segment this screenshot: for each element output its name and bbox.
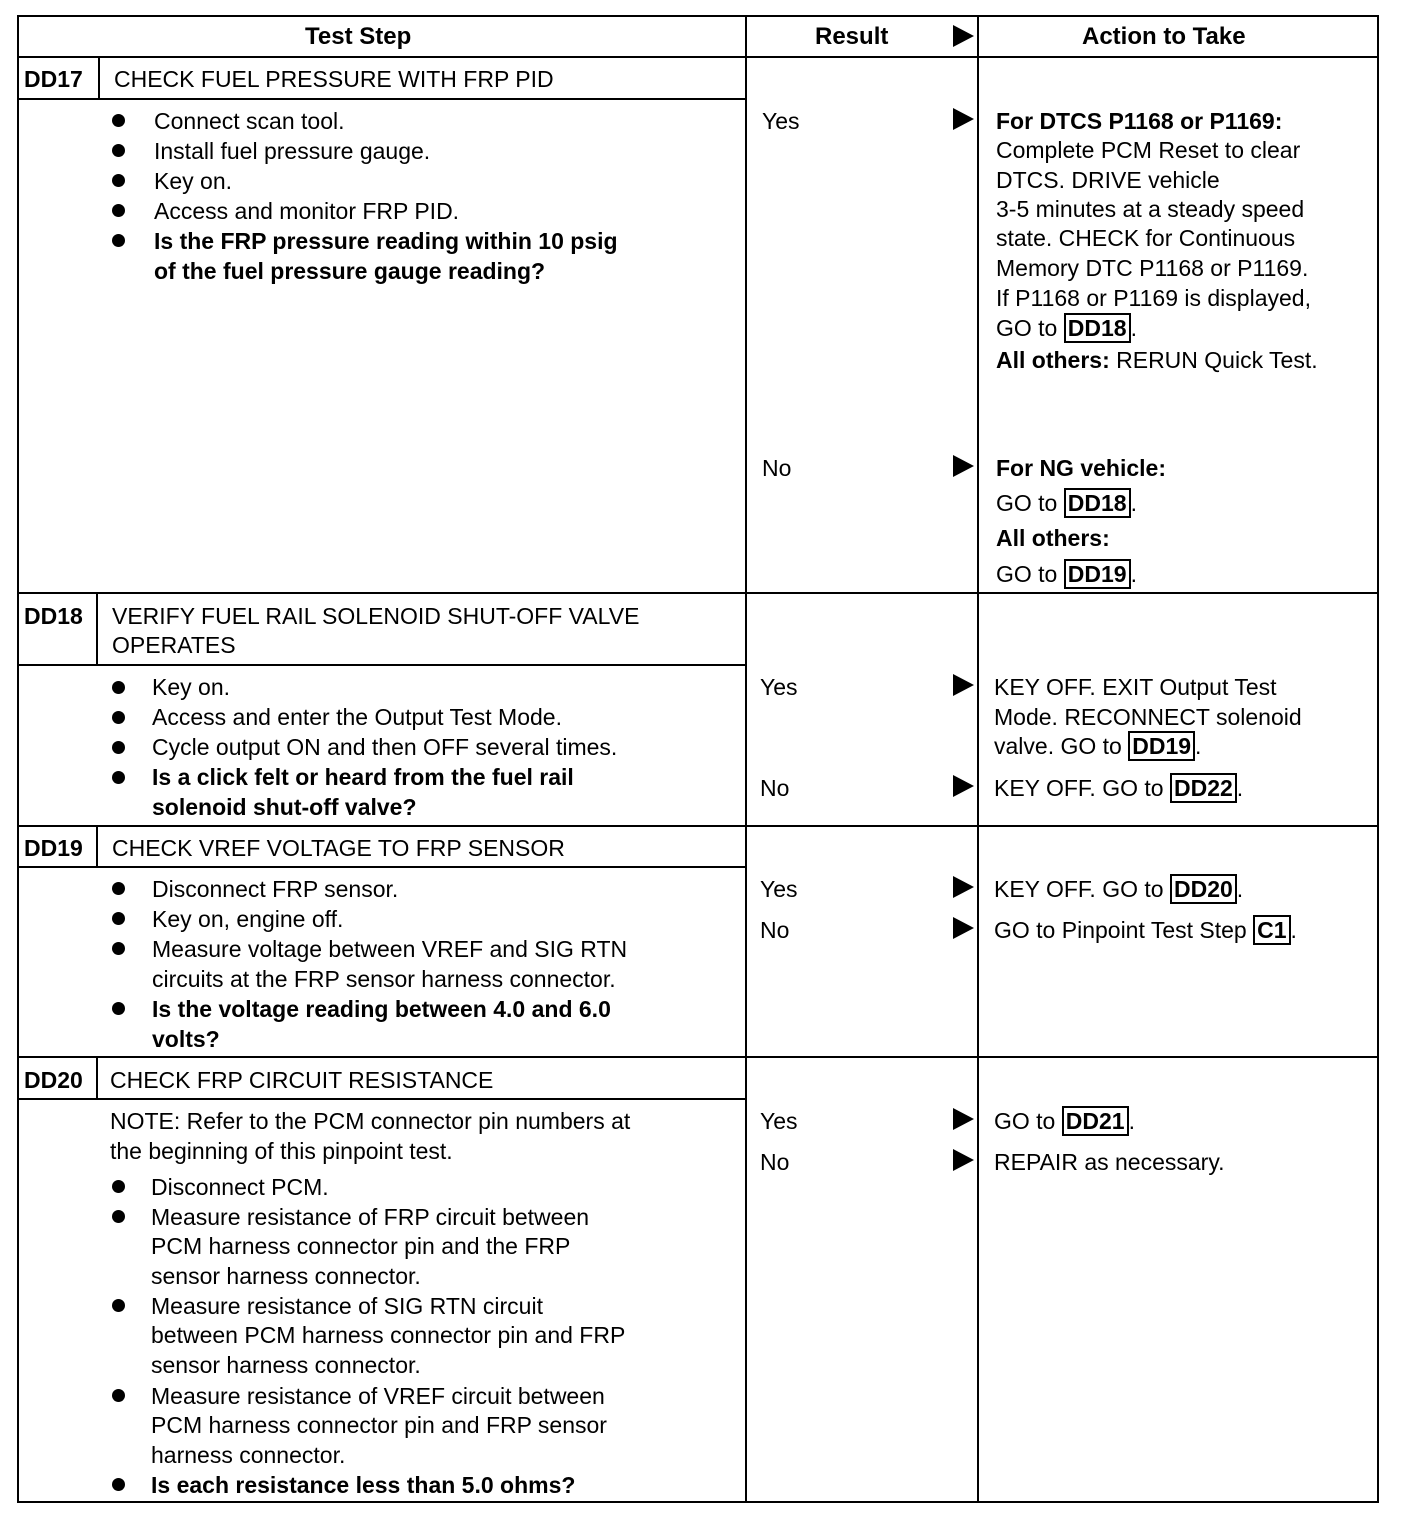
- title-underline-dd20: [17, 1098, 747, 1100]
- row-divider-dd18: [17, 592, 1379, 594]
- bullet-icon: [112, 711, 125, 724]
- bullet-icon: [112, 942, 125, 955]
- dd20-step-3-line-1: Measure resistance of SIG RTN circuit: [151, 1293, 543, 1319]
- id-divider-dd17: [98, 56, 100, 100]
- arrow-right-icon: [953, 108, 974, 130]
- dd19-question-line-2: volts?: [152, 1026, 220, 1052]
- dd17-step-4: Access and monitor FRP PID.: [154, 198, 460, 224]
- dd19-step-1: Disconnect FRP sensor.: [152, 876, 399, 902]
- dd17-result-no: No: [762, 455, 792, 481]
- dd19-yes-action: KEY OFF. GO to DD20 .: [994, 876, 1244, 902]
- dd20-step-2-line-3: sensor harness connector.: [151, 1263, 421, 1289]
- step-ref-dd19[interactable]: DD19: [1128, 731, 1195, 761]
- dd17-no-others: All others:: [996, 525, 1110, 551]
- dd18-yes-line-3: valve. GO to DD19 .: [994, 733, 1202, 759]
- dd19-result-no: No: [760, 917, 790, 943]
- dd17-yes-line-2: DTCS. DRIVE vehicle: [996, 167, 1220, 193]
- step-ref-dd20[interactable]: DD20: [1170, 874, 1237, 904]
- dd17-yes-others: [996, 345, 1318, 375]
- dd18-question-line-1: Is a click felt or heard from the fuel rail: [152, 764, 574, 790]
- arrow-right-icon: [953, 1108, 974, 1130]
- others-label: All others:: [996, 347, 1110, 373]
- dd17-step-3: Key on.: [154, 168, 232, 194]
- dd17-no-goto: GO to DD18 .: [996, 490, 1137, 516]
- dd20-result-no: No: [760, 1149, 790, 1175]
- goto-text: GO to: [996, 561, 1058, 587]
- dd19-result-yes: Yes: [760, 876, 798, 902]
- header-action: Action to Take: [1082, 23, 1246, 50]
- goto-text: KEY OFF. GO to: [994, 876, 1164, 902]
- dd19-no-action: GO to Pinpoint Test Step C1 .: [994, 917, 1297, 943]
- step-ref-dd18[interactable]: DD18: [1064, 488, 1131, 518]
- bullet-icon: [112, 771, 125, 784]
- table-border-left: [17, 15, 19, 1503]
- dd17-yes-line-4: state. CHECK for Continuous: [996, 225, 1296, 251]
- goto-text: GO to: [996, 490, 1058, 516]
- dd18-question-line-2: solenoid shut-off valve?: [152, 794, 417, 820]
- bullet-icon: [112, 174, 125, 187]
- title-underline-dd18: [17, 664, 747, 666]
- goto-text: GO to: [996, 315, 1058, 341]
- dd17-no-heading: For NG vehicle:: [996, 455, 1166, 481]
- dd18-no-action: KEY OFF. GO to DD22 .: [994, 775, 1244, 801]
- step-ref-dd19[interactable]: DD19: [1064, 559, 1131, 589]
- goto-text: GO to: [994, 1108, 1056, 1134]
- step-title-dd20: CHECK FRP CIRCUIT RESISTANCE: [110, 1067, 494, 1093]
- goto-text: KEY OFF. GO to: [994, 775, 1164, 801]
- dd20-note-line-2: the beginning of this pinpoint test.: [110, 1138, 453, 1164]
- dd18-yes-line-2: Mode. RECONNECT solenoid: [994, 704, 1302, 730]
- dd20-step-4-line-2: PCM harness connector pin and FRP sensor: [151, 1412, 607, 1438]
- table-border-bottom: [17, 1501, 1379, 1503]
- dd18-step-2: Access and enter the Output Test Mode.: [152, 704, 562, 730]
- bullet-icon: [112, 144, 125, 157]
- dd20-step-1: Disconnect PCM.: [151, 1174, 329, 1200]
- dd19-step-3-line-2: circuits at the FRP sensor harness connector.: [152, 966, 616, 992]
- dd17-yes-line-3: 3-5 minutes at a steady speed: [996, 196, 1305, 222]
- id-divider-dd20: [96, 1056, 98, 1100]
- step-ref-c1[interactable]: C1: [1253, 915, 1290, 945]
- dd18-yes-line-1: KEY OFF. EXIT Output Test: [994, 674, 1277, 700]
- dd18-step-3: Cycle output ON and then OFF several times.: [152, 734, 618, 760]
- dd19-question-line-1: Is the voltage reading between 4.0 and 6.0: [152, 996, 611, 1022]
- bullet-icon: [112, 882, 125, 895]
- step-title-dd17: CHECK FUEL PRESSURE WITH FRP PID: [114, 66, 554, 92]
- column-divider-action: [977, 15, 979, 1503]
- bullet-icon: [112, 681, 125, 694]
- dd18-step-1: Key on.: [152, 674, 230, 700]
- row-divider-dd19: [17, 825, 1379, 827]
- bullet-icon: [112, 234, 125, 247]
- dd17-question-line-1: Is the FRP pressure reading within 10 psig: [154, 228, 618, 254]
- step-title-dd18-line-1: VERIFY FUEL RAIL SOLENOID SHUT-OFF VALVE: [112, 603, 640, 629]
- dd20-note-line-1: NOTE: Refer to the PCM connector pin numbers at: [110, 1108, 631, 1134]
- dd19-step-3-line-1: Measure voltage between VREF and SIG RTN: [152, 936, 628, 962]
- dd17-yes-line-5: Memory DTC P1168 or P1169.: [996, 255, 1309, 281]
- bullet-icon: [112, 1478, 125, 1491]
- dd20-step-4-line-3: harness connector.: [151, 1442, 346, 1468]
- bullet-icon: [112, 114, 125, 127]
- dd20-step-4-line-1: Measure resistance of VREF circuit between: [151, 1383, 605, 1409]
- arrow-right-icon: [953, 674, 974, 696]
- dd19-step-2: Key on, engine off.: [152, 906, 344, 932]
- step-title-dd19: CHECK VREF VOLTAGE TO FRP SENSOR: [112, 835, 565, 861]
- bullet-icon: [112, 912, 125, 925]
- id-divider-dd18: [96, 592, 98, 666]
- step-id-dd19: DD19: [24, 835, 83, 861]
- dd20-question: Is each resistance less than 5.0 ohms?: [151, 1472, 576, 1498]
- others-text: RERUN Quick Test.: [1116, 347, 1318, 373]
- bullet-icon: [112, 204, 125, 217]
- dd20-step-3-line-3: sensor harness connector.: [151, 1352, 421, 1378]
- arrow-right-icon: [953, 876, 974, 898]
- bullet-icon: [112, 1002, 125, 1015]
- bullet-icon: [112, 741, 125, 754]
- arrow-right-icon: [953, 455, 974, 477]
- bullet-icon: [112, 1210, 125, 1223]
- dd17-question-line-2: of the fuel pressure gauge reading?: [154, 258, 546, 284]
- dd17-step-2: Install fuel pressure gauge.: [154, 138, 431, 164]
- step-id-dd18: DD18: [24, 603, 83, 629]
- step-ref-dd22[interactable]: DD22: [1170, 773, 1237, 803]
- step-id-dd20: DD20: [24, 1067, 83, 1093]
- bullet-icon: [112, 1389, 125, 1402]
- goto-text: valve. GO to: [994, 733, 1122, 759]
- bullet-icon: [112, 1299, 125, 1312]
- dd18-result-yes: Yes: [760, 674, 798, 700]
- dd17-yes-line-6: If P1168 or P1169 is displayed,: [996, 285, 1311, 311]
- arrow-right-icon: [953, 25, 974, 47]
- bullet-icon: [112, 1180, 125, 1193]
- dd17-result-yes: Yes: [762, 108, 800, 134]
- id-divider-dd19: [96, 825, 98, 868]
- arrow-right-icon: [953, 775, 974, 797]
- step-ref-dd18[interactable]: DD18: [1064, 313, 1131, 343]
- dd17-yes-goto: GO to DD18 .: [996, 315, 1137, 341]
- dd20-step-2-line-2: PCM harness connector pin and the FRP: [151, 1233, 571, 1259]
- row-divider-dd20: [17, 1056, 1379, 1058]
- table-border-top: [17, 15, 1379, 17]
- step-ref-dd21[interactable]: DD21: [1062, 1106, 1129, 1136]
- column-divider-result: [745, 15, 747, 1503]
- dd17-no-goto-2: GO to DD19 .: [996, 561, 1137, 587]
- goto-text: GO to Pinpoint Test Step: [994, 917, 1247, 943]
- dd20-step-2-line-1: Measure resistance of FRP circuit between: [151, 1204, 590, 1230]
- title-underline-dd17: [17, 98, 747, 100]
- dd17-yes-line-1: Complete PCM Reset to clear: [996, 137, 1301, 163]
- dd20-step-3-line-2: between PCM harness connector pin and FRP: [151, 1322, 626, 1348]
- title-underline-dd19: [17, 866, 747, 868]
- header-result: Result: [815, 23, 889, 50]
- arrow-right-icon: [953, 1149, 974, 1171]
- step-id-dd17: DD17: [24, 66, 83, 92]
- dd18-result-no: No: [760, 775, 790, 801]
- header-divider: [17, 56, 1379, 58]
- arrow-right-icon: [953, 917, 974, 939]
- table-border-right: [1377, 15, 1379, 1503]
- dd17-step-1: Connect scan tool.: [154, 108, 345, 134]
- header-test-step: Test Step: [305, 23, 412, 50]
- dd20-no-action: REPAIR as necessary.: [994, 1149, 1225, 1175]
- dd20-yes-action: GO to DD21 .: [994, 1108, 1135, 1134]
- step-title-dd18-line-2: OPERATES: [112, 632, 236, 658]
- dd20-result-yes: Yes: [760, 1108, 798, 1134]
- dd17-yes-heading: For DTCS P1168 or P1169:: [996, 108, 1283, 134]
